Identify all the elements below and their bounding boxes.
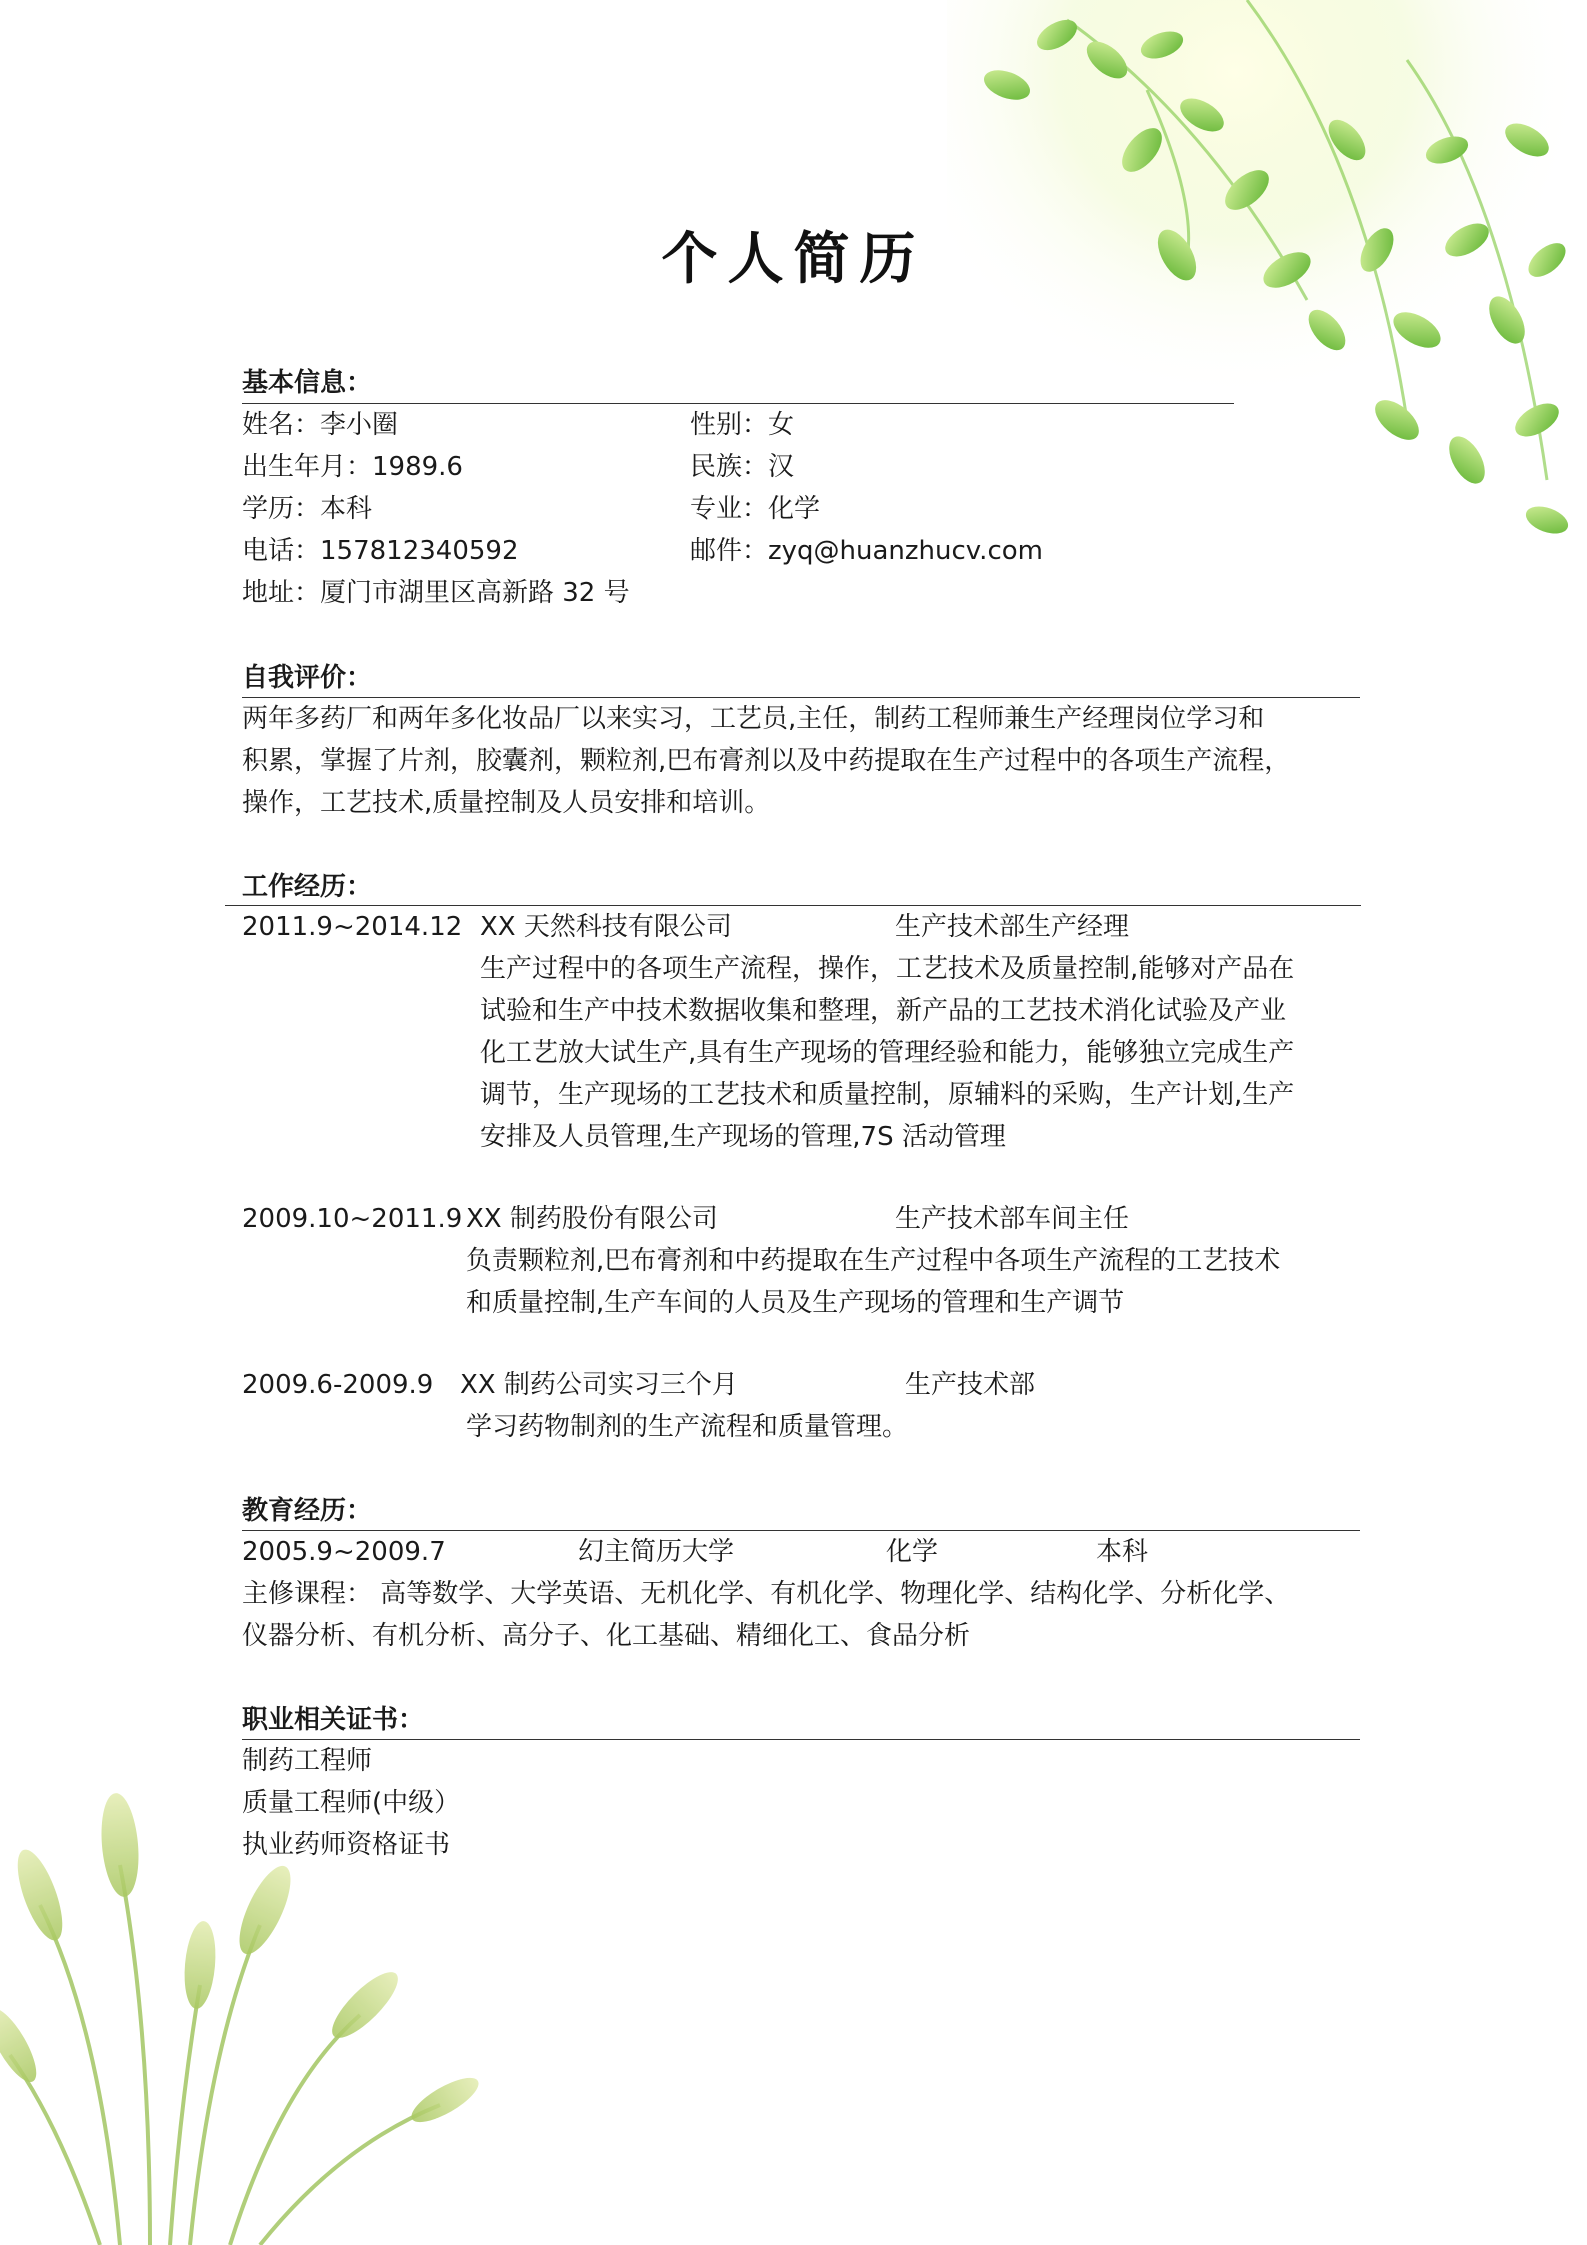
- edu-major: 化学: [886, 1537, 939, 1567]
- work-desc-line: 负责颗粒剂,巴布膏剂和中药提取在生产过程中各项生产流程的工艺技术: [466, 1246, 1281, 1276]
- ethnicity-field: 民族：汉: [690, 452, 795, 482]
- address-field: 地址：厦门市湖里区高新路 32 号: [242, 578, 630, 608]
- work-period: 2009.6-2009.9: [242, 1370, 434, 1400]
- edu-school: 幻主简历大学: [578, 1537, 735, 1567]
- cert-item: 执业药师资格证书: [242, 1830, 451, 1860]
- self-eval-line: 操作，工艺技术,质量控制及人员安排和培训。: [242, 788, 771, 818]
- certs-heading: 职业相关证书：: [242, 1705, 425, 1735]
- work-desc-line: 安排及人员管理,生产现场的管理,7S 活动管理: [480, 1122, 1006, 1152]
- work-desc-line: 化工艺放大试生产,具有生产现场的管理经验和能力，能够独立完成生产: [480, 1038, 1295, 1068]
- name-field: 姓名：李小圈: [242, 410, 399, 440]
- work-desc-line: 调节，生产现场的工艺技术和质量控制，原辅料的采购，生产计划,生产: [480, 1080, 1295, 1110]
- work-desc-line: 和质量控制,生产车间的人员及生产现场的管理和生产调节: [466, 1288, 1125, 1318]
- phone-field: 电话：157812340592: [242, 536, 519, 566]
- work-period: 2011.9~2014.12: [242, 912, 463, 942]
- work-desc-line: 试验和生产中技术数据收集和整理，新产品的工艺技术消化试验及产业: [480, 996, 1287, 1026]
- work-position: 生产技术部: [905, 1370, 1036, 1400]
- work-company: XX 制药公司实习三个月: [460, 1370, 738, 1400]
- work-desc-line: 生产过程中的各项生产流程，操作，工艺技术及质量控制,能够对产品在: [480, 954, 1295, 984]
- gender-field: 性别：女: [690, 410, 795, 440]
- certs-divider: [242, 1739, 1360, 1740]
- work-company: XX 天然科技有限公司: [480, 912, 732, 942]
- edu-courses-line: 仪器分析、有机分析、高分子、化工基础、精细化工、食品分析: [242, 1621, 971, 1651]
- work-heading: 工作经历：: [242, 872, 373, 902]
- work-desc-line: 学习药物制剂的生产流程和质量管理。: [466, 1412, 909, 1442]
- work-period: 2009.10~2011.9: [242, 1204, 463, 1234]
- edu-degree: 本科: [1096, 1537, 1149, 1567]
- major-field: 专业：化学: [690, 494, 821, 524]
- edu-heading: 教育经历：: [242, 1496, 373, 1526]
- email-field: 邮件：zyq@huanzhucv.com: [690, 536, 1043, 566]
- work-company: XX 制药股份有限公司: [466, 1204, 718, 1234]
- edu-courses-line: 主修课程： 高等数学、大学英语、无机化学、有机化学、物理化学、结构化学、分析化学、: [242, 1579, 1291, 1609]
- birth-field: 出生年月：1989.6: [242, 452, 463, 482]
- self-eval-line: 积累，掌握了片剂，胶囊剂，颗粒剂,巴布膏剂以及中药提取在生产过程中的各项生产流程，: [242, 746, 1291, 776]
- cert-item: 制药工程师: [242, 1746, 373, 1776]
- page-title: 个人简历: [661, 226, 926, 292]
- cert-item: 质量工程师(中级）: [242, 1788, 461, 1818]
- edu-period: 2005.9~2009.7: [242, 1537, 446, 1567]
- basic-info-heading: 基本信息：: [242, 368, 373, 398]
- self-eval-heading: 自我评价：: [242, 663, 373, 693]
- leaves-decoration-icon: [947, 0, 1587, 600]
- self-eval-line: 两年多药厂和两年多化妆品厂以来实习，工艺员,主任，制药工程师兼生产经理岗位学习和: [242, 704, 1265, 734]
- work-position: 生产技术部生产经理: [895, 912, 1130, 942]
- education-field: 学历：本科: [242, 494, 373, 524]
- work-position: 生产技术部车间主任: [895, 1204, 1130, 1234]
